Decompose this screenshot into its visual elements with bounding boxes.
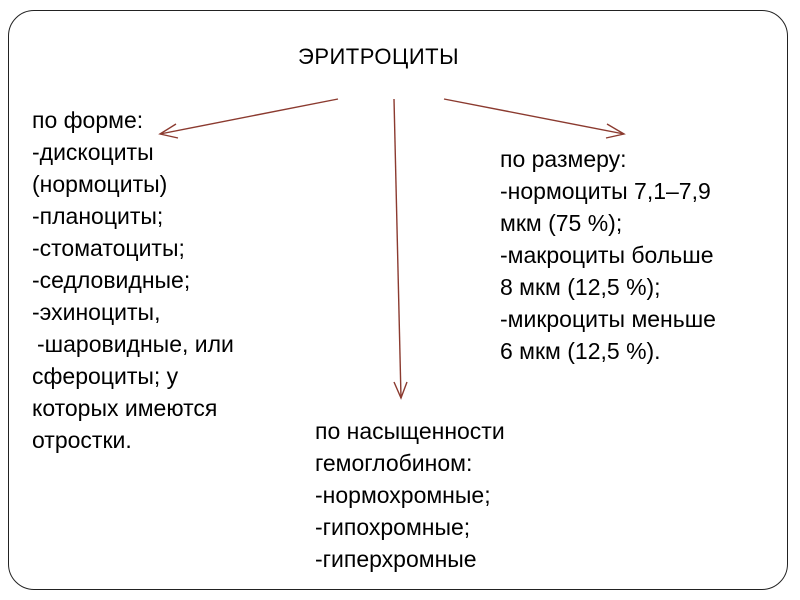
shape-item: -стоматоциты; (32, 235, 185, 261)
saturation-heading: по насыщенности (315, 418, 505, 444)
arrow-to-saturation (394, 99, 401, 398)
shape-item: отростки. (32, 427, 132, 453)
shape-item: -планоциты; (32, 203, 164, 229)
size-item: 8 мкм (12,5 %); (500, 274, 661, 300)
size-heading: по размеру: (500, 146, 627, 172)
size-classification (500, 143, 716, 367)
size-item: -микроциты меньше (500, 306, 716, 332)
shape-item: -шаровидные, или (37, 331, 234, 357)
shape-item: -эхиноциты, (32, 299, 161, 325)
diagram-title: ЭРИТРОЦИТЫ (298, 44, 460, 69)
shape-heading: по форме: (32, 107, 144, 133)
saturation-item: -нормохромные; (315, 482, 491, 508)
shape-item: сфероциты; у (32, 363, 179, 389)
shape-classification (32, 104, 234, 456)
shape-item: -седловидные; (32, 267, 191, 293)
size-item: -макроциты больше (500, 242, 714, 268)
size-item: 6 мкм (12,5 %). (500, 338, 661, 364)
size-item: -нормоциты 7,1–7,9 (500, 178, 711, 204)
arrow-to-size (444, 99, 624, 134)
shape-item: (нормоциты) (32, 171, 168, 197)
saturation-item: -гиперхромные (315, 546, 477, 572)
saturation-heading: гемоглобином: (315, 450, 473, 476)
shape-item: которых имеются (32, 395, 218, 421)
shape-item: -дискоциты (32, 139, 154, 165)
size-item: мкм (75 %); (500, 210, 623, 236)
saturation-classification (315, 415, 505, 575)
saturation-item: -гипохромные; (315, 514, 471, 540)
